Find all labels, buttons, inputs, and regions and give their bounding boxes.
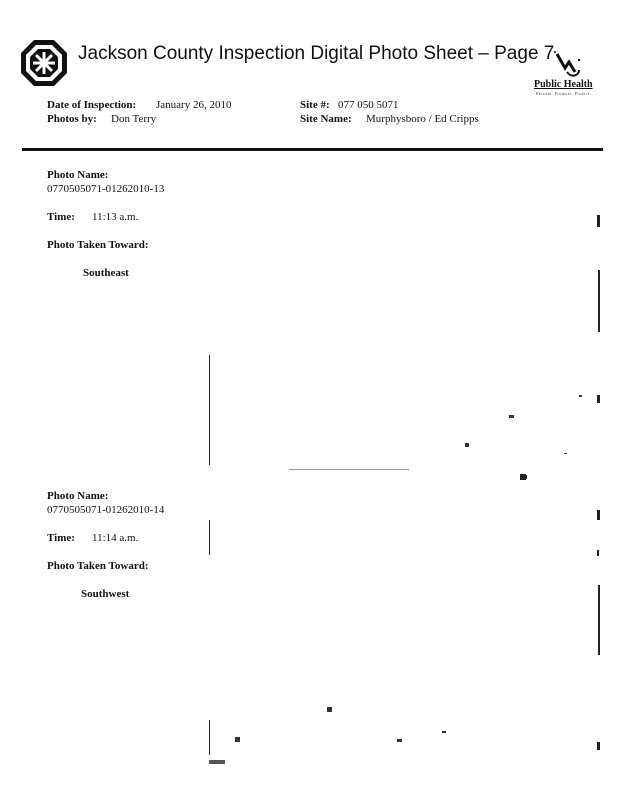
photo2-time-value: 11:14 a.m. [92,532,139,544]
site-name-label: Site Name: [300,113,352,125]
photo1-direction-label: Photo Taken Toward: [47,239,149,251]
photo1-direction-value: Southeast [83,267,129,279]
site-name-value: Murphysboro / Ed Cripps [366,113,479,125]
photo2-image [209,490,599,770]
scan-edge-mark [598,585,600,655]
header-divider [22,148,603,151]
photos-by-value: Don Terry [111,113,157,125]
photo2-name-value: 0770505071-01262010-14 [47,504,165,516]
site-number-value: 077 050 5071 [338,99,399,111]
scan-edge-mark [598,270,600,332]
scan-edge-mark [520,474,526,480]
photos-by-label: Photos by: [47,113,97,125]
photo2-name-label: Photo Name: [47,490,109,502]
photo2-direction-value: Southwest [81,588,130,600]
date-value: January 26, 2010 [156,99,232,111]
photo2-time-label: Time: [47,532,75,544]
scan-edge-mark [597,395,600,403]
photo1-name-value: 0770505071-01262010-13 [47,183,165,195]
agency-name: Public Health [534,79,593,90]
photo1-image [209,355,599,470]
scan-edge-mark [597,510,600,520]
county-seal-icon [19,38,69,88]
scan-edge-mark [597,742,600,750]
scan-edge-mark [597,215,600,227]
public-health-icon [553,50,583,80]
site-number-label: Site #: [300,99,330,111]
agency-tagline: Prevent. Promote. Protect. [536,91,592,96]
page-title: Jackson County Inspection Digital Photo Sheet – Page 7 [78,43,555,64]
scan-edge-mark [597,550,599,556]
photo1-time-label: Time: [47,211,75,223]
photo2-direction-label: Photo Taken Toward: [47,560,149,572]
photo1-time-value: 11:13 a.m. [92,211,139,223]
date-label: Date of Inspection: [47,99,137,111]
photo1-name-label: Photo Name: [47,169,109,181]
